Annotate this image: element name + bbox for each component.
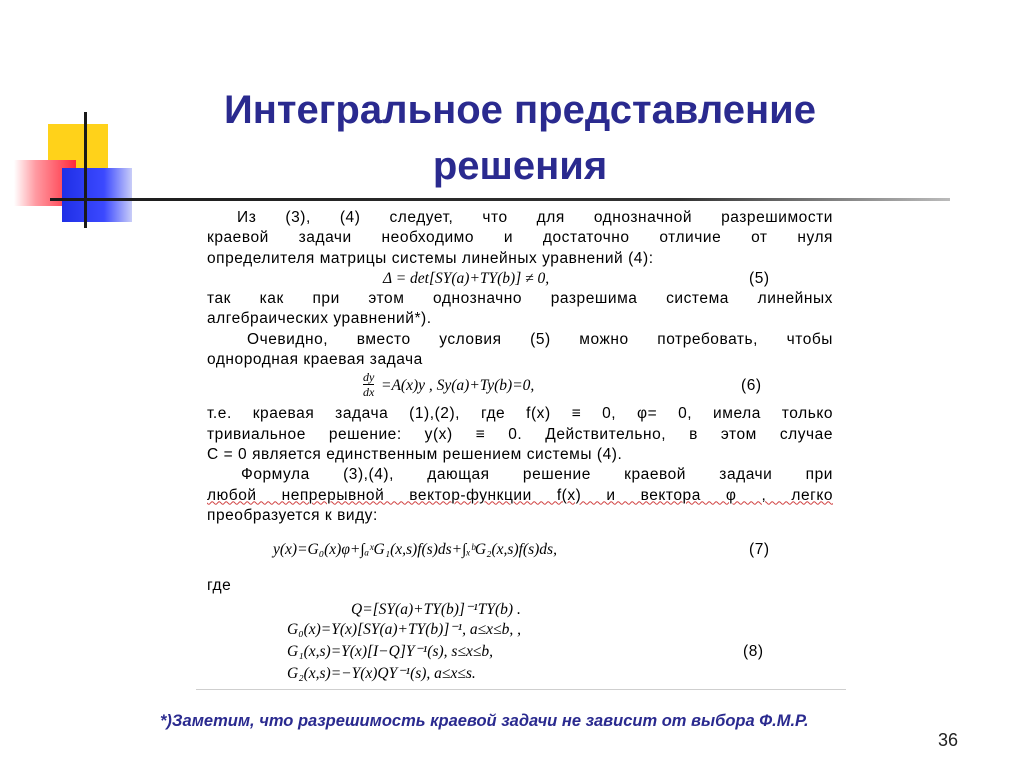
equation-number: (5) xyxy=(749,269,770,287)
page-number: 36 xyxy=(938,730,959,750)
title-underline xyxy=(50,198,950,201)
text-line: Из (3), (4) следует, что для однозначной разрешимости xyxy=(237,209,833,226)
logo-vertical-line xyxy=(84,112,87,228)
equation-6: dy dx =A(x)y , Sy(a)+Ty(b)=0, (6) xyxy=(363,370,762,400)
footnote: *)Заметим, что разрешимость краевой задачи не зависит от выбора Ф.М.Р. xyxy=(160,712,809,730)
equation-8-g0: G₀(x)=Y(x)[SY(a)+TY(b)]⁻¹, a≤x≤b, , xyxy=(287,621,521,639)
equation-number: (7) xyxy=(749,541,770,559)
equation-8-g1: G₁(x,s)=Y(x)[I−Q]Y⁻¹(s), s≤x≤b, (8) xyxy=(207,640,833,662)
equation-7: y(x)=G₀(x)φ+∫ₐˣG₁(x,s)f(s)ds+∫ₓᵇG₂(x,s)f(s)ds, (7) xyxy=(207,526,833,576)
equation-number: (6) xyxy=(741,377,762,395)
body-bottom-rule xyxy=(196,689,846,690)
text-line: однородная краевая задача xyxy=(207,351,423,369)
text-line: т.е. краевая задача (1),(2), где f(x) ≡ 0, φ= 0, имела только xyxy=(207,405,833,423)
text-line: любой непрерывной вектор-функции f(x) и вектора φ , легко xyxy=(207,486,833,504)
equation-8-q: Q=[SY(a)+TY(b)]⁻¹TY(b) . xyxy=(351,601,521,619)
equation-8-g2: G₂(x,s)=−Y(x)QY⁻¹(s), a≤x≤s. xyxy=(287,665,476,683)
fraction: dy dx xyxy=(363,370,375,400)
text-line: тривиальное решение: y(x) ≡ 0. Действительно, в этом случае xyxy=(207,425,833,443)
text-line: где xyxy=(207,577,232,595)
text-line: Формула (3),(4), дающая решение краевой задачи при xyxy=(241,466,833,484)
text-line: краевой задачи необходимо и достаточно отличие от нуля xyxy=(207,229,833,247)
logo-blue-square xyxy=(62,168,132,222)
text-line: преобразуется к виду: xyxy=(207,506,378,524)
text-line: определителя матрицы системы линейных уравнений (4): xyxy=(207,249,654,267)
slide-body xyxy=(207,208,833,684)
text-line: C = 0 является единственным решением системы (4). xyxy=(207,445,623,463)
equation-number: (8) xyxy=(743,643,764,661)
equation-5: Δ = det[SY(a)+TY(b)] ≠ 0, (5) xyxy=(207,269,833,289)
slide-title: Интегральное представление решения xyxy=(223,88,816,188)
text-line: так как при этом однозначно разрешима система линейных xyxy=(207,290,833,308)
text-line: алгебраических уравнений*). xyxy=(207,310,432,328)
text-line: Очевидно, вместо условия (5) можно потребовать, чтобы xyxy=(247,330,833,348)
